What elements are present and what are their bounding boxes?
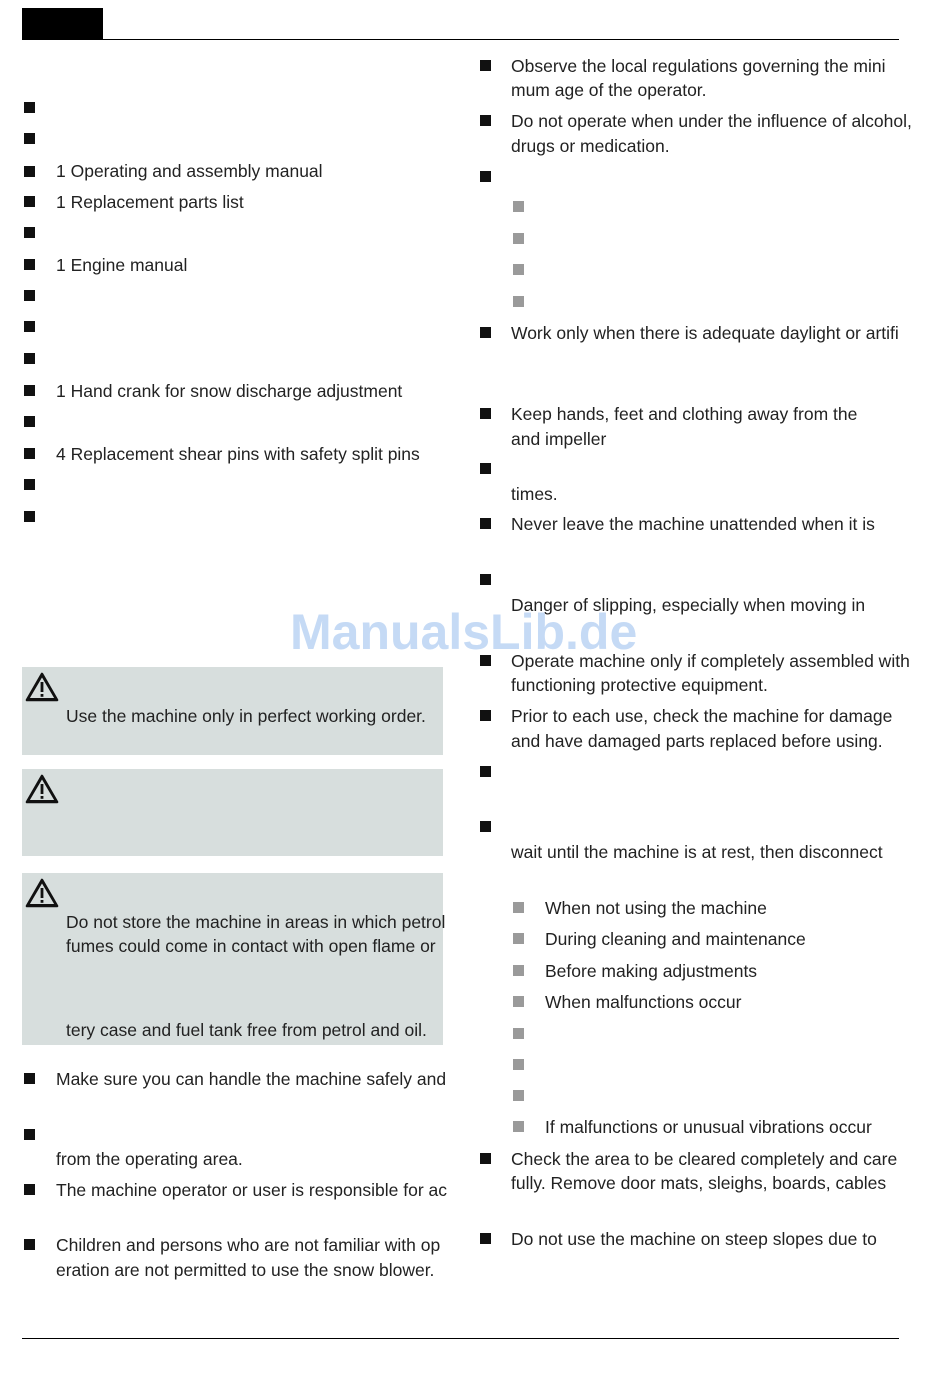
warning-box	[22, 873, 446, 1045]
list-item: Make sure you can handle the machine safely and	[56, 1069, 447, 1089]
warning-triangle-icon	[25, 672, 59, 702]
sub-bullet-icon	[513, 1090, 524, 1101]
square-bullet-icon	[24, 416, 35, 427]
sub-bullet-icon	[513, 1028, 524, 1039]
square-bullet-icon	[480, 463, 491, 474]
sub-list-item: When not using the machine	[545, 898, 767, 918]
list-item: Observe the local regulations governing the mini	[511, 56, 886, 76]
warning-text: Do not store the machine in areas in which petrol	[66, 912, 446, 932]
list-item: 1 Engine manual	[56, 255, 188, 275]
sub-bullet-icon	[513, 965, 524, 976]
square-bullet-icon	[480, 518, 491, 529]
list-item: and have damaged parts replaced before using.	[511, 731, 883, 751]
list-item: 4 Replacement shear pins with safety split pins	[56, 444, 420, 464]
square-bullet-icon	[480, 821, 491, 832]
square-bullet-icon	[480, 766, 491, 777]
list-item: 1 Operating and assembly manual	[56, 161, 323, 181]
sub-bullet-icon	[513, 933, 524, 944]
sub-bullet-icon	[513, 996, 524, 1007]
square-bullet-icon	[24, 166, 35, 177]
square-bullet-icon	[24, 385, 35, 396]
square-bullet-icon	[480, 710, 491, 721]
square-bullet-icon	[24, 259, 35, 270]
sub-list-item: If malfunctions or unusual vibrations occur	[545, 1117, 872, 1137]
header-black-tab	[22, 8, 103, 40]
square-bullet-icon	[24, 479, 35, 490]
warning-triangle-icon	[25, 878, 59, 908]
square-bullet-icon	[480, 408, 491, 419]
list-item: Keep hands, feet and clothing away from the	[511, 404, 858, 424]
list-item: fully. Remove door mats, sleighs, boards, cables	[511, 1173, 887, 1193]
header-rule	[22, 39, 899, 40]
square-bullet-icon	[24, 196, 35, 207]
sub-list-item: Before making adjustments	[545, 961, 758, 981]
square-bullet-icon	[24, 1073, 35, 1084]
square-bullet-icon	[480, 115, 491, 126]
sub-bullet-icon	[513, 233, 524, 244]
square-bullet-icon	[480, 574, 491, 585]
sub-bullet-icon	[513, 1059, 524, 1070]
list-item: Work only when there is adequate daylight or artifi	[511, 323, 899, 343]
sub-bullet-icon	[513, 264, 524, 275]
sub-bullet-icon	[513, 1121, 524, 1132]
square-bullet-icon	[24, 448, 35, 459]
list-item: and impeller	[511, 429, 607, 449]
sub-list-item: During cleaning and maintenance	[545, 929, 806, 949]
list-item: mum age of the operator.	[511, 80, 707, 100]
warning-text: tery case and fuel tank free from petrol and oil.	[66, 1020, 427, 1040]
square-bullet-icon	[24, 290, 35, 301]
warning-triangle-icon	[25, 774, 59, 804]
list-item: Prior to each use, check the machine for damage	[511, 706, 893, 726]
sub-bullet-icon	[513, 201, 524, 212]
square-bullet-icon	[480, 60, 491, 71]
square-bullet-icon	[480, 1153, 491, 1164]
list-item: The machine operator or user is responsible for ac	[56, 1180, 448, 1200]
square-bullet-icon	[24, 1184, 35, 1195]
square-bullet-icon	[480, 1233, 491, 1244]
list-item: Danger of slipping, especially when moving in	[511, 595, 866, 615]
square-bullet-icon	[24, 321, 35, 332]
sub-list-item: When malfunctions occur	[545, 992, 742, 1012]
square-bullet-icon	[24, 227, 35, 238]
list-item: Never leave the machine unattended when it is	[511, 514, 875, 534]
warning-box	[22, 769, 443, 856]
warning-text: Use the machine only in perfect working order.	[66, 706, 426, 726]
list-item: Do not operate when under the influence of alcohol,	[511, 111, 912, 131]
footer-rule	[22, 1338, 899, 1339]
sub-bullet-icon	[513, 296, 524, 307]
warning-text: fumes could come in contact with open flame or	[66, 936, 436, 956]
list-item: from the operating area.	[56, 1149, 243, 1169]
square-bullet-icon	[24, 133, 35, 144]
warning-box	[22, 667, 443, 755]
list-item: Children and persons who are not familiar with op	[56, 1235, 441, 1255]
square-bullet-icon	[24, 511, 35, 522]
square-bullet-icon	[480, 327, 491, 338]
square-bullet-icon	[480, 171, 491, 182]
list-item: functioning protective equipment.	[511, 675, 768, 695]
list-item: wait until the machine is at rest, then disconnect	[511, 842, 883, 862]
sub-bullet-icon	[513, 902, 524, 913]
list-item: drugs or medication.	[511, 136, 670, 156]
list-item: Operate machine only if completely assembled with	[511, 651, 910, 671]
square-bullet-icon	[24, 1129, 35, 1140]
list-item: Do not use the machine on steep slopes due to	[511, 1229, 877, 1249]
list-item: 1 Replacement parts list	[56, 192, 244, 212]
square-bullet-icon	[24, 102, 35, 113]
list-item: eration are not permitted to use the snow blower.	[56, 1260, 435, 1280]
square-bullet-icon	[24, 353, 35, 364]
square-bullet-icon	[24, 1239, 35, 1250]
list-item: 1 Hand crank for snow discharge adjustment	[56, 381, 403, 401]
list-item: times.	[511, 484, 558, 504]
list-item: Check the area to be cleared completely and care	[511, 1149, 898, 1169]
watermark: ManualsLib.de	[290, 604, 638, 660]
